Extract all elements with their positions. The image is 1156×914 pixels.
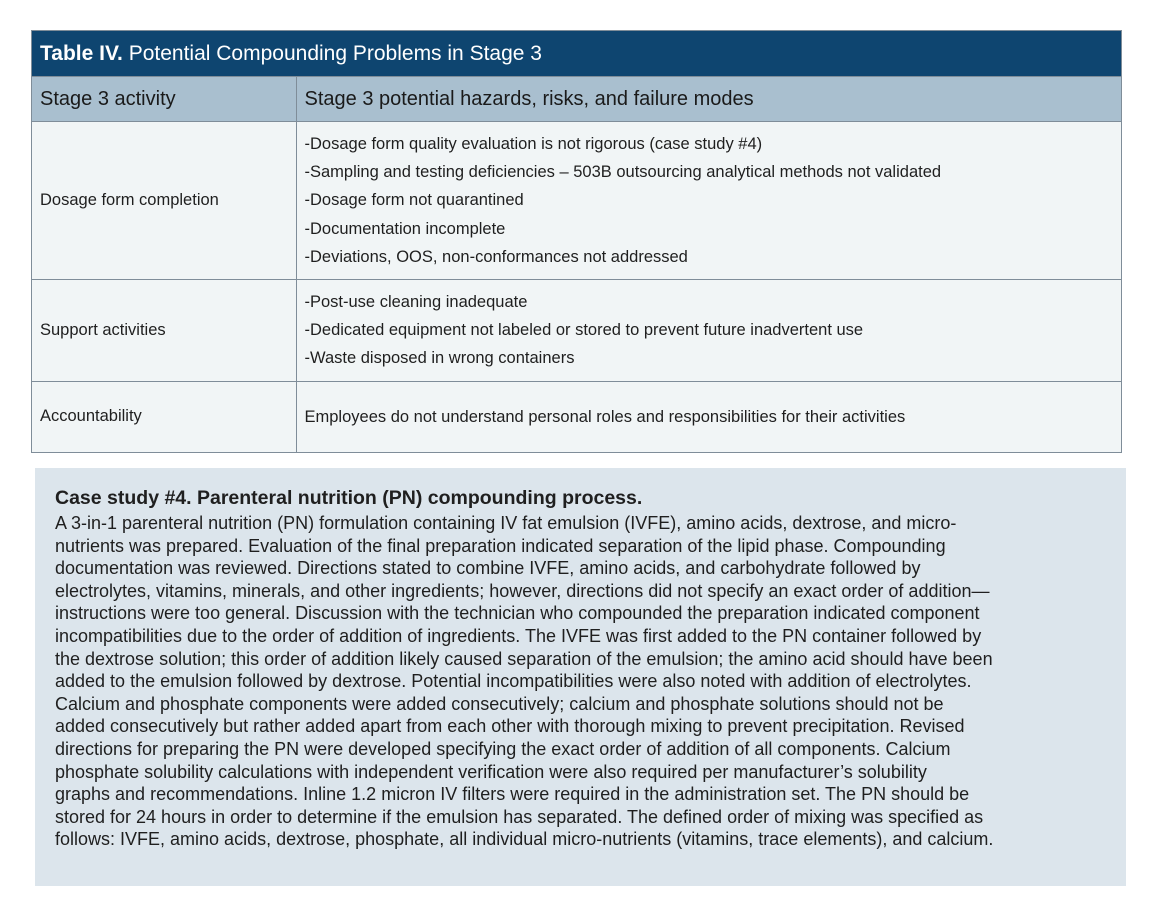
case-study-line: incompatibilities due to the order of addition of ingredients. The IVFE was first added to the PN container followed by (55, 625, 982, 646)
case-study-box (35, 468, 1126, 886)
case-study-line: A 3-in-1 parenteral nutrition (PN) formulation containing IV fat emulsion (IVFE), amino acids, dextrose, and micro- (55, 513, 957, 533)
column-header-activity: Stage 3 activity (32, 77, 296, 122)
hazard-item: Employees do not understand personal roles and responsibilities for their activities (304, 407, 906, 426)
case-study-line: documentation was reviewed. Directions stated to combine IVFE, amino acids, and carbohydrate followed by (55, 558, 921, 579)
activity-cell: Dosage form completion (32, 122, 296, 280)
hazards-table (32, 76, 1121, 452)
table-title-text: Potential Compounding Problems in Stage 3 (122, 42, 542, 65)
hazards-cell (296, 122, 1121, 280)
activity-cell: Accountability (32, 381, 296, 452)
table-row (32, 122, 1121, 280)
case-study-line: added to the emulsion followed by dextrose. Potential incompatibilities were also noted with addition of electrolytes. (55, 671, 972, 692)
hazard-item: -Deviations, OOS, non-conformances not addressed (304, 247, 688, 266)
case-study-line: follows: IVFE, amino acids, dextrose, phosphate, all individual micro-nutrients (vitamins, trace elements), and calcium. (55, 829, 994, 850)
header-row (32, 77, 1121, 122)
case-study-line: electrolytes, vitamins, minerals, and other ingredients; however, directions did not specify an exact order of addition— (55, 580, 990, 601)
case-study-body (55, 512, 1106, 851)
hazard-item: -Sampling and testing deficiencies – 503B outsourcing analytical methods not validated (304, 163, 942, 182)
case-study-line: the dextrose solution; this order of addition likely caused separation of the emulsion; the amino acid should have been (55, 648, 993, 669)
case-study-line: Calcium and phosphate components were added consecutively; calcium and phosphate solutions should not be (55, 693, 944, 714)
hazard-item: -Waste disposed in wrong containers (304, 349, 575, 368)
table-row (32, 280, 1121, 382)
case-study-line: graphs and recommendations. Inline 1.2 micron IV filters were required in the administration set. The PN should be (55, 784, 970, 805)
case-study-line: instructions were too general. Discussion with the technician who compounded the preparation indicated component (55, 603, 980, 624)
case-study-line: added consecutively but rather added apart from each other with thorough mixing to prevent precipitation. Revised (55, 716, 965, 737)
activity-cell: Support activities (32, 280, 296, 382)
case-study-line: phosphate solubility calculations with independent verification were also required per manufacturer’s solubility (55, 761, 927, 782)
case-study-line: nutrients was prepared. Evaluation of the final preparation indicated separation of the lipid phase. Compounding (55, 535, 946, 556)
hazard-item: -Post-use cleaning inadequate (304, 293, 528, 312)
hazard-item: -Dedicated equipment not labeled or stored to prevent future inadvertent use (304, 321, 864, 340)
table-title (32, 31, 1121, 76)
hazard-item: -Dosage form not quarantined (304, 191, 524, 210)
case-study-line: directions for preparing the PN were developed specifying the exact order of addition of all components. Calcium (55, 738, 951, 759)
table-title-prefix: Table IV. (40, 42, 123, 65)
case-study-line: stored for 24 hours in order to determine if the emulsion has separated. The defined order of mixing was specified as (55, 806, 984, 827)
case-study-title: Case study #4. Parenteral nutrition (PN) compounding process. (55, 487, 643, 509)
table-iv (31, 30, 1122, 453)
hazard-item: -Dosage form quality evaluation is not rigorous (case study #4) (304, 135, 763, 153)
hazards-cell (296, 280, 1121, 382)
column-header-hazards: Stage 3 potential hazards, risks, and failure modes (296, 77, 1121, 122)
hazards-cell (296, 381, 1121, 452)
hazard-item: -Documentation incomplete (304, 219, 506, 238)
table-row (32, 381, 1121, 452)
